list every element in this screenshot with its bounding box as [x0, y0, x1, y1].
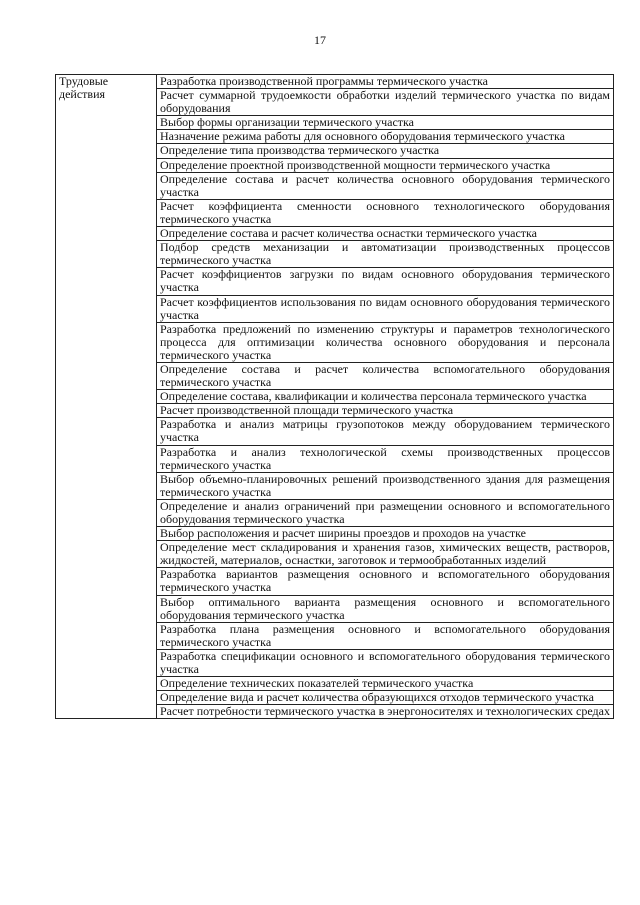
action-cell: Определение и анализ ограничений при размещении основного и вспомогательного оборудования термического участка [157, 499, 614, 526]
action-cell: Определение состава, квалификации и количества персонала термического участка [157, 390, 614, 404]
action-cell: Разработка спецификации основного и вспомогательного оборудования термического участка [157, 649, 614, 676]
action-cell: Разработка вариантов размещения основного и вспомогательного оборудования термического участка [157, 568, 614, 595]
action-cell: Выбор оптимального варианта размещения основного и вспомогательного оборудования термического участка [157, 595, 614, 622]
action-cell: Определение состава и расчет количества вспомогательного оборудования термического участка [157, 362, 614, 389]
table-row [56, 75, 614, 89]
row-label-cell: Трудовые действия [56, 75, 157, 719]
action-cell: Выбор объемно-планировочных решений производственного здания для размещения термического участка [157, 472, 614, 499]
action-cell: Определение состава и расчет количества основного оборудования термического участка [157, 172, 614, 199]
action-cell: Подбор средств механизации и автоматизации производственных процессов термического участка [157, 241, 614, 268]
table-body [56, 75, 614, 719]
labor-actions-table [55, 74, 614, 719]
action-cell: Разработка плана размещения основного и вспомогательного оборудования термического участка [157, 622, 614, 649]
action-cell: Расчет коэффициентов загрузки по видам основного оборудования термического участка [157, 268, 614, 295]
page-number: 17 [314, 33, 326, 47]
action-cell: Расчет потребности термического участка в энергоносителях и технологических средах [157, 705, 614, 719]
action-cell: Определение вида и расчет количества образующихся отходов термического участка [157, 691, 614, 705]
action-cell: Определение типа производства термического участка [157, 144, 614, 158]
action-cell: Разработка и анализ матрицы грузопотоков между оборудованием термического участка [157, 418, 614, 445]
action-cell: Разработка предложений по изменению структуры и параметров технологического процесса для оптимизации количества основного оборудования и персонала термического участка [157, 322, 614, 362]
action-cell: Разработка производственной программы термического участка [157, 75, 614, 89]
action-cell: Назначение режима работы для основного оборудования термического участка [157, 130, 614, 144]
action-cell: Определение состава и расчет количества оснастки термического участка [157, 227, 614, 241]
action-cell: Выбор расположения и расчет ширины проездов и проходов на участке [157, 527, 614, 541]
action-cell: Расчет коэффициента сменности основного технологического оборудования термического участка [157, 199, 614, 226]
action-cell: Расчет производственной площади термического участка [157, 404, 614, 418]
action-cell: Выбор формы организации термического участка [157, 116, 614, 130]
action-cell: Разработка и анализ технологической схемы производственных процессов термического участка [157, 445, 614, 472]
action-cell: Расчет суммарной трудоемкости обработки изделий термического участка по видам оборудования [157, 89, 614, 116]
action-cell: Определение проектной производственной мощности термического участка [157, 158, 614, 172]
action-cell: Расчет коэффициентов использования по видам основного оборудования термического участка [157, 295, 614, 322]
action-cell: Определение технических показателей термического участка [157, 677, 614, 691]
action-cell: Определение мест складирования и хранения газов, химических веществ, растворов, жидкостей, материалов, оснастки, заготовок и термообработанных изделий [157, 541, 614, 568]
